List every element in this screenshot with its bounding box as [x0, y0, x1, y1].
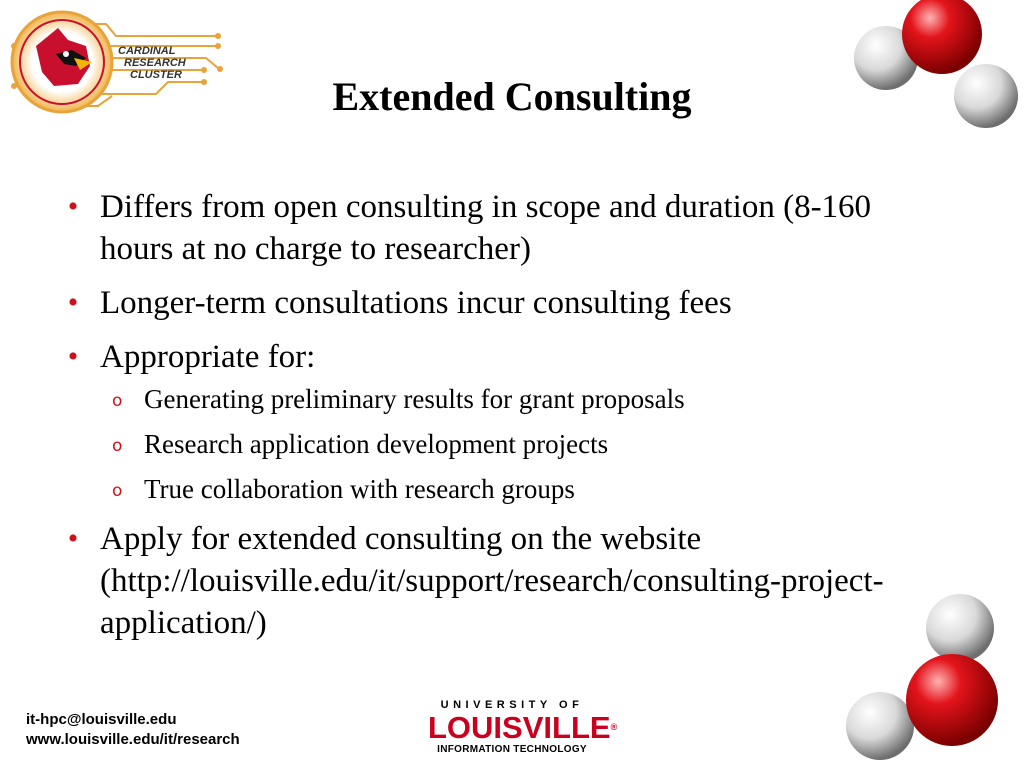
- cardinal-research-cluster-logo: [6, 6, 228, 118]
- bullet-item: [58, 518, 938, 644]
- bullet-text: Differs from open consulting in scope and duration (8-160 hours at no charge to researcher): [100, 189, 872, 267]
- sub-bullet-text: Generating preliminary results for grant proposals: [144, 384, 685, 414]
- sub-bullet-item: [100, 427, 938, 461]
- bullet-item: [58, 282, 938, 324]
- sub-bullet-item: [100, 472, 938, 506]
- sub-bullet-item: [100, 382, 938, 416]
- university-of-louisville-logo: [428, 698, 618, 760]
- bullet-glyph: •: [67, 286, 79, 319]
- registered-mark: ®: [610, 722, 618, 732]
- logo-line-research: RESEARCH: [124, 57, 186, 69]
- logo-line-cluster: CLUSTER: [130, 69, 182, 81]
- bullet-text-application-link: Apply for extended consulting on the website (http://louisville.edu/it/support/research/consulting-project-application/): [100, 521, 884, 641]
- slide-title: Extended Consulting: [332, 74, 692, 119]
- bullet-item: [58, 336, 938, 506]
- bullet-text: Longer-term consultations incur consulting fees: [100, 285, 732, 321]
- bullet-text: Appropriate for:: [100, 339, 316, 375]
- sub-bullet-glyph: o: [112, 436, 123, 456]
- sub-bullet-text: True collaboration with research groups: [144, 474, 575, 504]
- uofl-logo-wordmark: LOUISVILLE: [428, 710, 611, 745]
- uofl-logo-subtitle: INFORMATION TECHNOLOGY: [437, 744, 587, 755]
- bullet-glyph: •: [67, 522, 79, 555]
- bullet-item: [58, 186, 938, 270]
- bullet-glyph: •: [67, 190, 79, 223]
- bullet-glyph: •: [67, 340, 79, 373]
- footer-contact: [26, 710, 240, 750]
- footer-email[interactable]: it-hpc@louisville.edu: [26, 711, 177, 728]
- footer-website[interactable]: www.louisville.edu/it/research: [26, 731, 240, 748]
- uofl-logo-top: UNIVERSITY OF: [440, 699, 584, 711]
- uofl-logo-main: [428, 710, 618, 745]
- bullet-list: [58, 186, 938, 656]
- water-molecule-icon: [846, 0, 1024, 132]
- sub-bullet-glyph: o: [112, 391, 123, 411]
- sub-bullet-list: [100, 382, 938, 506]
- sub-bullet-text: Research application development projects: [144, 429, 609, 459]
- logo-line-cardinal: CARDINAL: [118, 45, 176, 57]
- sub-bullet-glyph: o: [112, 481, 123, 501]
